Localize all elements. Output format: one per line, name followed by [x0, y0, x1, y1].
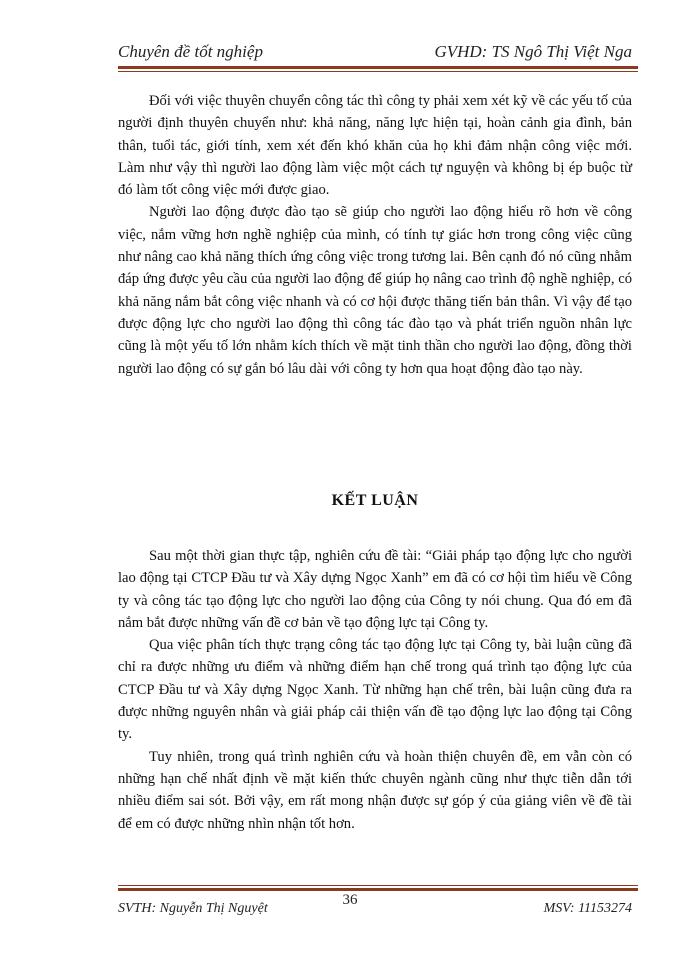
footer-student: SVTH: Nguyễn Thị Nguyệt — [118, 901, 268, 916]
footer-rule-thick — [118, 888, 638, 891]
header-rule-thick — [118, 66, 638, 69]
header-course-title: Chuyên đề tốt nghiệp — [118, 42, 263, 61]
page-footer — [118, 898, 632, 920]
footer-rule-thin — [118, 885, 638, 886]
header-supervisor: GVHD: TS Ngô Thị Việt Nga — [434, 42, 632, 61]
paragraph: Đối với việc thuyên chuyển công tác thì công ty phải xem xét kỹ về các yếu tố của người định thuyên chuyển như: khả năng, năng lực hiện tại, hoàn cảnh gia đình, bản thân, tuổi tác, giới tính, xem xét đến khó khăn của họ khi đảm nhận công việc mới. Làm như vậy thì người lao động làm việc một cách tự nguyện và không bị ép buộc từ đó làm tốt công việc mới được giao. — [118, 93, 632, 199]
paragraph: Người lao động được đào tạo sẽ giúp cho người lao động hiểu rõ hơn về công việc, nắm vững hơn nghề nghiệp của mình, có tính tự giác hơn trong công việc cũng như nâng cao khả năng thích ứng công việc trong tương lai. Bên cạnh đó nó cũng nhằm đáp ứng được yêu cầu của người lao động để giúp họ nâng cao trình độ nghề nghiệp, có khả năng nắm bắt công việc nhanh và có cơ hội được thăng tiến bản thân. Vì vậy để tạo được động lực cho người lao động thì công tác đào tạo và phát triển nguồn nhân lực cũng là một yếu tố lớn nhằm kích thích về mặt tinh thần cho người lao động, đồng thời người lao động có sự gắn bó lâu dài với công ty hơn qua hoạt động đào tạo này. — [118, 204, 632, 377]
page-number: 36 — [342, 892, 358, 908]
body-text — [118, 90, 632, 380]
paragraph: Tuy nhiên, trong quá trình nghiên cứu và hoàn thiện chuyên đề, em vẫn còn có những hạn chế nhất định về mặt kiến thức chuyên ngành cũng như thực tiễn dẫn tới nhiều điểm sai sót. Bởi vậy, em rất mong nhận được sự góp ý của giảng viên về đề tài để em có được những nhìn nhận tốt hơn. — [118, 748, 632, 832]
footer-student-id: MSV: 11153274 — [543, 901, 632, 916]
header-rule-thin — [118, 71, 638, 72]
section-title: KẾT LUẬN — [331, 492, 419, 509]
page-header — [118, 36, 632, 62]
paragraph: Sau một thời gian thực tập, nghiên cứu đề tài: “Giải pháp tạo động lực cho người lao động tại CTCP Đầu tư và Xây dựng Ngọc Xanh” em đã có cơ hội tìm hiểu về Công ty và công tác tạo động lực cho người lao động của Công ty nói chung. Qua đó em đã nắm bắt được những vấn đề cơ bản về tạo động lực tại Công ty. — [118, 548, 632, 631]
paragraph: Qua việc phân tích thực trạng công tác tạo động lực tại Công ty, bài luận cũng đã chỉ ra được những ưu điểm và những điểm hạn chế trong quá trình tạo động lực của CTCP Đầu tư và Xây dựng Ngọc Xanh. Từ những hạn chế trên, bài luận cũng đưa ra được những nguyên nhân và giải pháp cải thiện vấn đề tạo động lực lao động tại Công ty. — [118, 637, 632, 743]
conclusion-text — [118, 545, 632, 835]
